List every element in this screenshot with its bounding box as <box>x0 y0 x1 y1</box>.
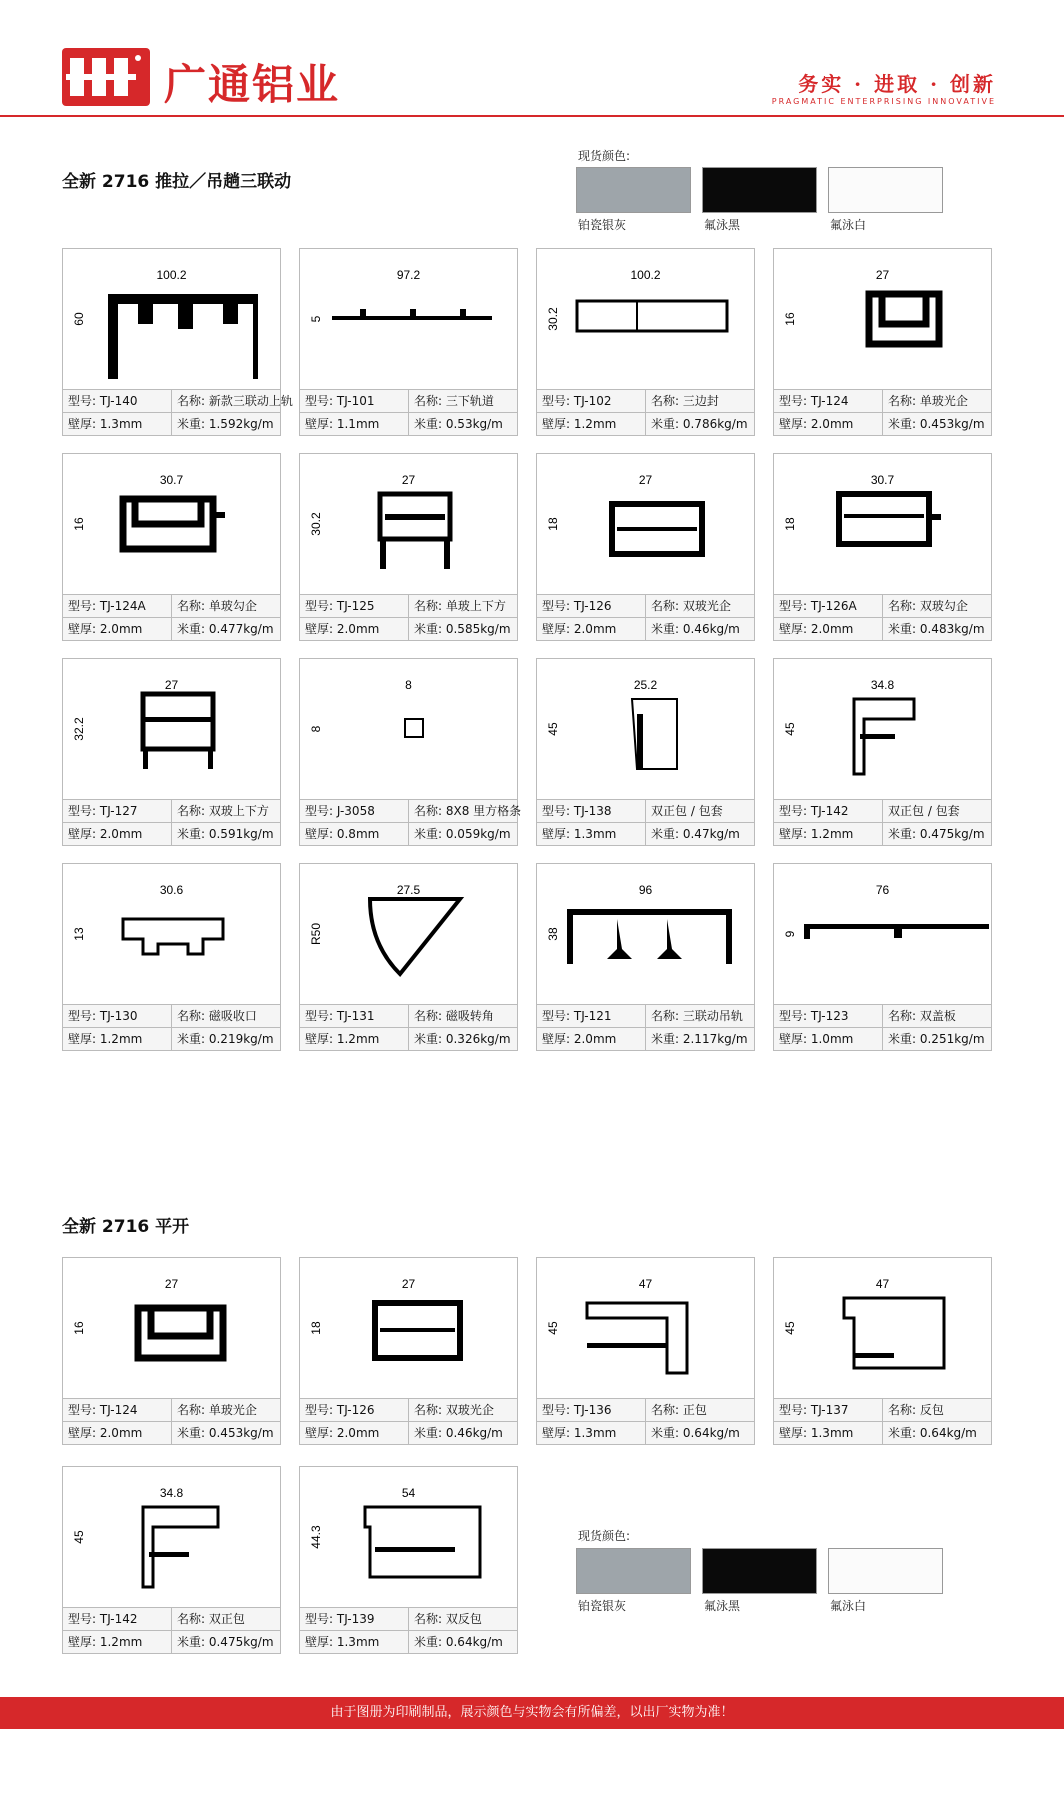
product-weight: 米重: 0.326kg/m <box>414 1032 511 1046</box>
product-wall-thickness: 壁厚: 1.2mm <box>300 1028 409 1050</box>
dimension-height: 13 <box>72 927 86 941</box>
profile-drawing <box>63 864 280 1004</box>
product-name: 名称: 单玻光企 <box>177 1403 257 1417</box>
profile-drawing-area <box>300 1258 517 1398</box>
product-row-model <box>300 389 517 412</box>
dimension-height: 18 <box>783 517 797 531</box>
stock-colors-label: 现货颜色: <box>578 1529 631 1543</box>
dimension-height: 9 <box>783 930 797 938</box>
product-name: 名称: 双正包 <box>177 1612 245 1626</box>
product-row-spec <box>63 1027 280 1050</box>
product-row-model <box>300 799 522 822</box>
product-row-model <box>63 1398 280 1421</box>
product-row-model <box>774 389 991 412</box>
product-wall-thickness: 壁厚: 1.3mm <box>774 1422 883 1444</box>
dimension-width: 30.6 <box>159 883 184 897</box>
product-row-model <box>300 594 517 617</box>
profile-drawing-area <box>63 864 280 1004</box>
product-weight: 米重: 0.475kg/m <box>177 1635 274 1649</box>
profile-drawing <box>774 249 991 389</box>
dimension-width: 76 <box>875 883 890 897</box>
profile-drawing <box>774 454 991 594</box>
product-name: 名称: 8X8 里方格条 <box>414 804 522 818</box>
product-row-spec <box>537 822 754 845</box>
dimension-height: 45 <box>72 1530 86 1544</box>
profile-drawing <box>300 454 517 594</box>
product-weight: 米重: 0.453kg/m <box>888 417 985 431</box>
product-name: 名称: 新款三联动上轨 <box>177 394 293 408</box>
color-name: 铂瓷银灰 <box>578 1599 627 1613</box>
profile-drawing <box>63 1467 280 1607</box>
dimension-width: 97.2 <box>396 268 421 282</box>
profile-drawing <box>63 454 280 594</box>
product-weight: 米重: 0.219kg/m <box>177 1032 274 1046</box>
color-name: 氟泳黑 <box>704 1599 741 1613</box>
product-row-model <box>537 1398 754 1421</box>
product-row-model <box>537 389 754 412</box>
profile-drawing <box>537 659 754 799</box>
product-weight: 米重: 0.64kg/m <box>651 1426 740 1440</box>
product-wall-thickness: 壁厚: 1.0mm <box>774 1028 883 1050</box>
product-model: 型号: TJ-140 <box>63 390 172 412</box>
product-card <box>773 1257 992 1445</box>
product-card <box>299 1257 518 1445</box>
product-weight: 米重: 0.786kg/m <box>651 417 748 431</box>
product-card <box>773 863 992 1051</box>
product-row-model <box>774 799 991 822</box>
profile-drawing <box>300 864 517 1004</box>
product-model: 型号: TJ-139 <box>300 1608 409 1630</box>
product-model: 型号: TJ-121 <box>537 1005 646 1027</box>
product-name: 名称: 单玻光企 <box>888 394 968 408</box>
dimension-height: 45 <box>546 722 560 736</box>
profile-drawing-area <box>537 659 754 799</box>
product-model: 型号: TJ-127 <box>63 800 172 822</box>
product-row-model <box>300 1398 517 1421</box>
product-wall-thickness: 壁厚: 1.2mm <box>63 1028 172 1050</box>
product-name: 名称: 反包 <box>888 1403 944 1417</box>
product-name: 名称: 双盖板 <box>888 1009 956 1023</box>
product-name: 名称: 双玻上下方 <box>177 804 269 818</box>
product-wall-thickness: 壁厚: 2.0mm <box>774 413 883 435</box>
profile-drawing <box>300 249 517 389</box>
dimension-width: 34.8 <box>870 678 895 692</box>
product-model: 型号: TJ-131 <box>300 1005 409 1027</box>
product-card <box>62 453 281 641</box>
product-wall-thickness: 壁厚: 1.1mm <box>300 413 409 435</box>
product-wall-thickness: 壁厚: 1.2mm <box>774 823 883 845</box>
product-weight: 米重: 0.585kg/m <box>414 622 511 636</box>
product-card <box>299 1466 518 1654</box>
brand-slogan-en: PRAGMATIC ENTERPRISING INNOVATIVE <box>771 97 996 106</box>
product-name: 名称: 双玻光企 <box>651 599 731 613</box>
product-row-model <box>774 1398 991 1421</box>
product-name: 双正包 / 包套 <box>651 804 723 818</box>
dimension-width: 47 <box>875 1277 890 1291</box>
product-weight: 米重: 0.64kg/m <box>888 1426 977 1440</box>
dimension-height: 18 <box>309 1321 323 1335</box>
dimension-height: 16 <box>72 517 86 531</box>
product-wall-thickness: 壁厚: 2.0mm <box>774 618 883 640</box>
profile-drawing <box>63 659 280 799</box>
product-row-spec <box>300 412 517 435</box>
dimension-width: 100.2 <box>156 268 187 282</box>
product-row-model <box>774 1004 991 1027</box>
product-name: 双正包 / 包套 <box>888 804 960 818</box>
product-weight: 米重: 0.64kg/m <box>414 1635 503 1649</box>
product-card <box>299 658 522 846</box>
product-row-spec <box>774 412 991 435</box>
product-weight: 米重: 2.117kg/m <box>651 1032 748 1046</box>
product-row-spec <box>300 1630 517 1653</box>
dimension-width: 8 <box>405 678 412 692</box>
product-row-model <box>537 594 754 617</box>
dimension-width: 96 <box>638 883 653 897</box>
profile-drawing-area <box>774 864 991 1004</box>
product-name: 名称: 正包 <box>651 1403 707 1417</box>
dimension-width: 34.8 <box>159 1486 184 1500</box>
color-name: 氟泳黑 <box>704 218 741 232</box>
dimension-width: 100.2 <box>630 268 661 282</box>
product-wall-thickness: 壁厚: 0.8mm <box>300 823 409 845</box>
dimension-height: 44.3 <box>309 1525 323 1549</box>
product-model: 型号: TJ-130 <box>63 1005 172 1027</box>
product-row-model <box>63 1004 280 1027</box>
product-row-spec <box>63 822 280 845</box>
profile-drawing <box>63 1258 280 1398</box>
profile-drawing-area <box>300 454 517 594</box>
product-row-model <box>300 1004 517 1027</box>
dimension-height: 5 <box>309 315 323 323</box>
product-model: 型号: TJ-138 <box>537 800 646 822</box>
product-row-spec <box>63 1630 280 1653</box>
product-card <box>62 1257 281 1445</box>
product-wall-thickness: 壁厚: 2.0mm <box>63 823 172 845</box>
profile-drawing <box>300 1258 517 1398</box>
product-row-spec <box>537 1027 754 1050</box>
product-wall-thickness: 壁厚: 1.3mm <box>537 823 646 845</box>
product-row-model <box>63 594 280 617</box>
product-name: 名称: 双玻光企 <box>414 1403 494 1417</box>
product-model: 型号: TJ-142 <box>774 800 883 822</box>
product-model: 型号: TJ-124A <box>63 595 172 617</box>
product-row-model <box>63 1607 280 1630</box>
profile-drawing-area <box>537 454 754 594</box>
product-row-spec <box>537 1421 754 1444</box>
profile-drawing-area <box>774 249 991 389</box>
brand-logo-icon <box>62 48 150 106</box>
dimension-height: R50 <box>309 922 323 946</box>
profile-drawing-area <box>300 1467 517 1607</box>
color-swatch-black <box>702 1548 817 1594</box>
product-row-spec <box>300 1421 517 1444</box>
product-card <box>62 1466 281 1654</box>
product-wall-thickness: 壁厚: 1.3mm <box>63 413 172 435</box>
profile-drawing-area <box>537 249 754 389</box>
product-wall-thickness: 壁厚: 2.0mm <box>63 618 172 640</box>
product-wall-thickness: 壁厚: 1.3mm <box>300 1631 409 1653</box>
product-row-spec <box>300 617 517 640</box>
product-card <box>62 248 293 436</box>
product-wall-thickness: 壁厚: 1.3mm <box>537 1422 646 1444</box>
product-row-model <box>774 594 991 617</box>
product-wall-thickness: 壁厚: 2.0mm <box>537 1028 646 1050</box>
profile-drawing <box>537 454 754 594</box>
product-model: 型号: TJ-123 <box>774 1005 883 1027</box>
dimension-height: 45 <box>546 1321 560 1335</box>
dimension-width: 30.7 <box>159 473 184 487</box>
product-row-spec <box>774 822 991 845</box>
profile-drawing-area <box>63 1467 280 1607</box>
product-card <box>536 248 755 436</box>
profile-drawing <box>63 249 280 389</box>
dimension-width: 30.7 <box>870 473 895 487</box>
dimension-width: 27 <box>638 473 653 487</box>
product-card <box>773 248 992 436</box>
product-name: 名称: 磁吸收口 <box>177 1009 257 1023</box>
section-title-sliding: 全新 2716 推拉／吊趟三联动 <box>62 172 292 192</box>
product-model: 型号: TJ-142 <box>63 1608 172 1630</box>
product-row-spec <box>537 617 754 640</box>
header-divider <box>0 115 1064 117</box>
product-model: 型号: TJ-137 <box>774 1399 883 1421</box>
product-card <box>299 863 518 1051</box>
color-swatch-silver <box>576 1548 691 1594</box>
product-row-model <box>537 1004 754 1027</box>
dimension-width: 27 <box>401 1277 416 1291</box>
product-row-spec <box>774 1027 991 1050</box>
profile-drawing <box>537 864 754 1004</box>
product-card <box>536 1257 755 1445</box>
profile-drawing <box>537 1258 754 1398</box>
product-model: 型号: TJ-125 <box>300 595 409 617</box>
product-weight: 米重: 0.483kg/m <box>888 622 985 636</box>
dimension-height: 16 <box>783 312 797 326</box>
section-title-casement: 全新 2716 平开 <box>62 1217 190 1237</box>
product-weight: 米重: 0.251kg/m <box>888 1032 985 1046</box>
profile-drawing-area <box>537 1258 754 1398</box>
product-weight: 米重: 1.592kg/m <box>177 417 274 431</box>
color-name: 氟泳白 <box>830 1599 867 1613</box>
product-card <box>536 658 755 846</box>
stock-colors-label: 现货颜色: <box>578 149 631 163</box>
profile-drawing <box>774 864 991 1004</box>
product-name: 名称: 磁吸转角 <box>414 1009 494 1023</box>
product-name: 名称: 双玻勾企 <box>888 599 968 613</box>
product-model: 型号: J-3058 <box>300 800 409 822</box>
color-swatch-black <box>702 167 817 213</box>
dimension-height: 30.2 <box>546 307 560 331</box>
product-row-model <box>63 799 280 822</box>
dimension-height: 38 <box>546 927 560 941</box>
product-name: 名称: 三下轨道 <box>414 394 494 408</box>
product-card <box>299 248 518 436</box>
product-wall-thickness: 壁厚: 1.2mm <box>537 413 646 435</box>
product-model: 型号: TJ-124 <box>774 390 883 412</box>
product-model: 型号: TJ-126 <box>300 1399 409 1421</box>
brand-slogan: 务实 · 进取 · 创新 <box>798 72 996 96</box>
product-row-model <box>63 389 293 412</box>
product-card <box>62 863 281 1051</box>
profile-drawing <box>300 1467 517 1607</box>
dimension-height: 45 <box>783 1321 797 1335</box>
dimension-width: 27 <box>164 678 179 692</box>
profile-drawing <box>537 249 754 389</box>
product-card <box>536 453 755 641</box>
brand-name: 广通铝业 <box>164 60 341 109</box>
product-weight: 米重: 0.46kg/m <box>651 622 740 636</box>
product-row-spec <box>300 822 517 845</box>
product-model: 型号: TJ-124 <box>63 1399 172 1421</box>
profile-drawing <box>300 659 517 799</box>
product-row-spec <box>537 412 754 435</box>
profile-drawing-area <box>774 659 991 799</box>
profile-drawing-area <box>63 659 280 799</box>
product-weight: 米重: 0.46kg/m <box>414 1426 503 1440</box>
product-row-model <box>300 1607 517 1630</box>
profile-drawing-area <box>63 249 280 389</box>
dimension-width: 27.5 <box>396 883 421 897</box>
dimension-width: 54 <box>401 1486 416 1500</box>
dimension-height: 60 <box>72 312 86 326</box>
profile-drawing-area <box>300 864 517 1004</box>
product-model: 型号: TJ-126 <box>537 595 646 617</box>
dimension-height: 18 <box>546 517 560 531</box>
product-weight: 米重: 0.53kg/m <box>414 417 503 431</box>
product-row-spec <box>63 617 280 640</box>
product-row-model <box>537 799 754 822</box>
product-weight: 米重: 0.591kg/m <box>177 827 274 841</box>
dimension-height: 45 <box>783 722 797 736</box>
product-card <box>536 863 755 1051</box>
product-weight: 米重: 0.453kg/m <box>177 1426 274 1440</box>
product-card <box>773 453 992 641</box>
product-row-spec <box>63 1421 280 1444</box>
color-swatch-silver <box>576 167 691 213</box>
product-wall-thickness: 壁厚: 2.0mm <box>300 618 409 640</box>
product-row-spec <box>774 617 991 640</box>
footer-disclaimer: 由于图册为印刷制品，展示颜色与实物会有所偏差，以出厂实物为准！ <box>0 1697 1064 1729</box>
product-card <box>773 658 992 846</box>
dimension-width: 27 <box>164 1277 179 1291</box>
product-name: 名称: 双反包 <box>414 1612 482 1626</box>
profile-drawing-area <box>63 454 280 594</box>
profile-drawing-area <box>300 659 517 799</box>
product-model: 型号: TJ-126A <box>774 595 883 617</box>
product-row-spec <box>63 412 280 435</box>
product-weight: 米重: 0.47kg/m <box>651 827 740 841</box>
color-name: 氟泳白 <box>830 218 867 232</box>
dimension-height: 32.2 <box>72 717 86 741</box>
dimension-width: 27 <box>401 473 416 487</box>
product-weight: 米重: 0.475kg/m <box>888 827 985 841</box>
product-card <box>299 453 518 641</box>
profile-drawing-area <box>300 249 517 389</box>
dimension-width: 27 <box>875 268 890 282</box>
product-name: 名称: 三边封 <box>651 394 719 408</box>
profile-drawing-area <box>537 864 754 1004</box>
product-model: 型号: TJ-102 <box>537 390 646 412</box>
dimension-height: 16 <box>72 1321 86 1335</box>
product-row-spec <box>300 1027 517 1050</box>
product-wall-thickness: 壁厚: 2.0mm <box>300 1422 409 1444</box>
profile-drawing <box>774 659 991 799</box>
product-card <box>62 658 281 846</box>
product-name: 名称: 单玻上下方 <box>414 599 506 613</box>
product-wall-thickness: 壁厚: 1.2mm <box>63 1631 172 1653</box>
product-model: 型号: TJ-136 <box>537 1399 646 1421</box>
product-wall-thickness: 壁厚: 2.0mm <box>63 1422 172 1444</box>
dimension-height: 30.2 <box>309 512 323 536</box>
dimension-width: 25.2 <box>633 678 658 692</box>
dimension-height: 8 <box>309 725 323 733</box>
color-name: 铂瓷银灰 <box>578 218 627 232</box>
product-name: 名称: 三联动吊轨 <box>651 1009 743 1023</box>
product-wall-thickness: 壁厚: 2.0mm <box>537 618 646 640</box>
dimension-width: 47 <box>638 1277 653 1291</box>
profile-drawing-area <box>774 1258 991 1398</box>
product-name: 名称: 单玻勾企 <box>177 599 257 613</box>
product-model: 型号: TJ-101 <box>300 390 409 412</box>
color-swatch-white <box>828 167 943 213</box>
product-weight: 米重: 0.059kg/m <box>414 827 511 841</box>
profile-drawing-area <box>63 1258 280 1398</box>
product-row-spec <box>774 1421 991 1444</box>
profile-drawing <box>774 1258 991 1398</box>
color-swatch-white <box>828 1548 943 1594</box>
profile-drawing-area <box>774 454 991 594</box>
product-weight: 米重: 0.477kg/m <box>177 622 274 636</box>
